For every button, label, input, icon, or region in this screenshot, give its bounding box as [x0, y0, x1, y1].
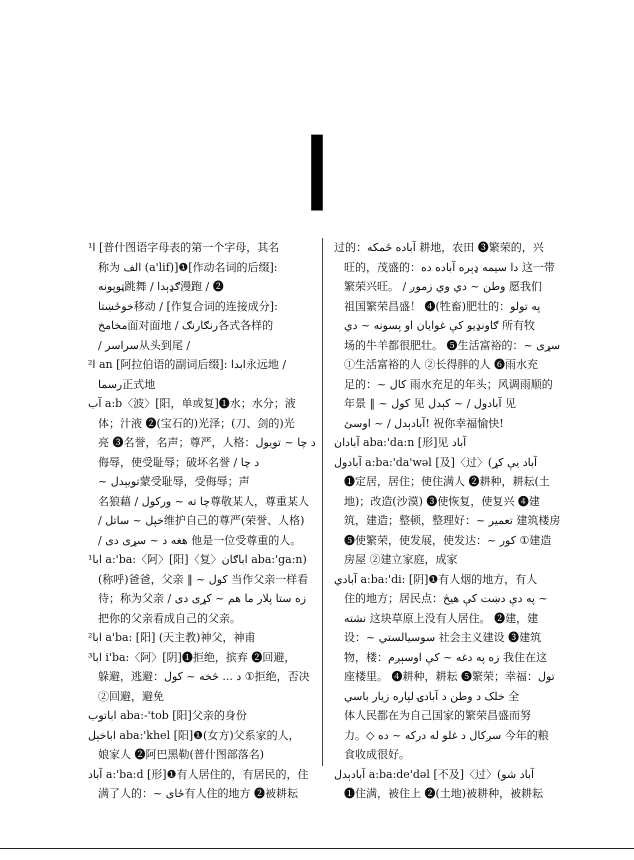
left-column: [88, 238, 316, 800]
dictionary-entry: [88, 765, 314, 804]
entry-line: 物，楼：زه په دغه ~ کې اوسېږم 我住在这: [344, 650, 547, 664]
dictionary-entry: [88, 355, 314, 394]
entry-line: / سراسر从头到尾 /: [98, 338, 191, 352]
entry-line: 食收成很好。: [344, 748, 410, 761]
dictionary-entry: [88, 238, 314, 355]
entry-line: ټوپونه跳舞 / ګډېدا漫跑 / ❷: [98, 280, 224, 293]
entry-line: ګاونډیو کې غوایان او پسونه ~ دي 所有牧: [344, 319, 535, 332]
dictionary-entry: [88, 550, 314, 628]
entry-line: آبادېدل / ~ اوسئ! 祝你幸福愉快!: [344, 416, 504, 430]
dictionary-entry: [88, 648, 314, 707]
entry-line: ابا³ i'ba:〈阿〉[阴]❶拒绝，摈弃 ❷回避，: [88, 650, 296, 664]
entry-line: آبادي a:ba:'di: [阴]❶有人烟的地方，有人: [334, 572, 538, 586]
entry-line: 娘家人 ❷阿巴黑勒(普什图部落名): [98, 748, 265, 761]
entry-line: 设：~ سوسيالستي 社会主义建设 ❸建筑: [344, 631, 542, 644]
entry-line: 繁荣兴旺。 / وطن ~ دي وي زموږ 愿我们: [344, 280, 542, 293]
entry-line: 筑，建造；整顿，整理好：~ تعمیر 建筑楼房: [344, 514, 561, 527]
entry-line: ②回避，避免: [98, 689, 164, 703]
dictionary-entry: [334, 570, 558, 765]
entry-line: / خپل ~ ساتل维护自己的尊严(荣誉、人格): [98, 514, 305, 527]
entry-line: ❶定居，居住；使住满人 ❷耕种，耕耘(土: [344, 475, 550, 488]
entry-line: 称为 الف (a'lif)]❶[作动名词的后缀]:: [98, 260, 278, 274]
entry-line: 地)；改造(沙漠) ❸使恢复，使复兴 ❹建: [344, 494, 540, 508]
entry-line: 过的：آباده ځمکه 耕地，农田 ❸繁荣的，兴: [334, 241, 544, 254]
entry-line: 把你的父亲看成自己的父亲。: [98, 611, 241, 625]
entry-line: ا² an [阿拉伯语的副词后缀]: ابدا永远地 /: [88, 358, 287, 371]
entry-line: 座楼里。 ❹耕种，耕耘 ❺繁荣；幸福：تول: [344, 670, 555, 683]
footer-rule: [0, 848, 634, 849]
entry-line: ❺使繁荣，使发展，使发达：~ کور ①建造: [344, 533, 552, 547]
dictionary-entry: [88, 394, 314, 550]
entry-line: خوځښتا移动 / [作复合词的连接成分]:: [98, 299, 278, 313]
entry-line: 年景 ‖ ~ کول 见 آبادول / ~ کېدل 见: [344, 397, 517, 410]
section-letter-heading: ا: [303, 119, 331, 232]
entry-line: / هغه د ~ سړی دی 他是一位受尊重的人。: [98, 533, 302, 547]
entry-line: آبادول a:ba:'da'wəl [及]〈过〉(آباد يې کړ: [334, 455, 538, 469]
entry-line: 躲避，逃避：د ... څخه ~ کول ①拒绝，否决: [98, 670, 310, 683]
dictionary-entry: [334, 433, 558, 453]
entry-line: 体人民都在为自己国家的繁荣昌盛而努: [344, 709, 531, 722]
dictionary-entry: [334, 238, 561, 433]
entry-line: آبادان aba:'da:n [形]见 آباد: [334, 436, 467, 449]
entry-line: ا¹ [普什图语字母表的第一个字母，其名: [88, 241, 280, 254]
entry-line: 祖国繁荣昌盛！ ❹(牲畜)肥壮的：په تولو: [344, 299, 541, 313]
entry-line: اباتوب aba:-'tob [阳]父亲的身份: [88, 709, 247, 722]
entry-line: 待；称为父亲 / زه ستا پلار ما هم ~ کړی دی: [98, 592, 307, 605]
entry-line: 侮辱，使受耻辱；破坏名誉 / د چا: [98, 455, 260, 469]
dictionary-entry: [88, 706, 314, 726]
entry-line: مخامخ面对面地 / رنګارنګ各式各样的: [98, 319, 274, 332]
entry-line: ابا¹ a:'ba:〈阿〉[阳]〈复〉اباګان aba:'ga:n): [88, 553, 307, 566]
entry-line: 亮 ❸名誉，名声；尊严，人格：د چا ~ تویول: [98, 436, 316, 449]
entry-line: 体；汁液 ❷(宝石的)光泽；(刀、剑的)光: [98, 416, 295, 430]
entry-line: (称呼)爸爸，父亲 ‖ ~ کول 当作父亲一样看: [98, 572, 309, 586]
entry-line: رسما正式地: [98, 377, 156, 391]
entry-line: آبادېدل a:ba:de'dəl [不及]〈过〉(آباد شو: [334, 767, 535, 781]
entry-line: ❶住满，被住上 ❷(土地)被耕种，被耕耘: [344, 787, 544, 800]
entry-line: ~ تويېدل蒙受耻辱，受侮辱；声: [98, 475, 250, 488]
entry-line: خلک د وطن د آبادۍ لپاره زیار باسي 全: [344, 689, 520, 703]
dictionary-entry: [88, 628, 314, 648]
dictionary-entry: [334, 765, 558, 804]
entry-line: 满了人的：~ ځای有人住的地方 ❷被耕耘: [98, 787, 298, 800]
entry-line: نشته 这块草原上没有人居住。 ❷建，建: [344, 611, 539, 625]
entry-line: اباخېل aba:'khel [阳]❶(女方)父系家的人，: [88, 728, 300, 742]
entry-line: آب a:b〈波〉[阳，单或复]❶水；水分；液: [88, 397, 296, 410]
right-column: [334, 238, 561, 800]
entry-line: 房屋 ②建立家庭，成家: [344, 553, 458, 566]
entry-line: 场的牛羊都很肥壮。 ❺生活富裕的：~ سړی: [344, 338, 561, 352]
entry-line: ابا² a'ba: [阳] (天主教)神父，神甫: [88, 631, 256, 644]
entry-line: آباد a:'ba:d [形]❶有人居住的，有居民的，住: [88, 767, 309, 781]
entry-line: 力。◇ سږکال د غلو له درکه ~ ده 今年的粮: [344, 728, 549, 742]
column-divider: [322, 238, 323, 766]
entry-line: 足的：~ کال 雨水充足的年头；风调雨顺的: [344, 377, 553, 391]
dictionary-entry: [88, 726, 314, 765]
entry-line: 住的地方；居民点：په دې دښت کې هيڅ ~: [344, 592, 548, 605]
entry-line: 名狼藉 / چا ته ~ ورکول尊敬某人，尊重某人: [98, 494, 310, 508]
dictionary-entry: [334, 453, 561, 570]
entry-line: ①生活富裕的人 ②长得胖的人 ❻雨水充: [344, 358, 538, 371]
entry-line: 旺的，茂盛的：دا سیمه ډېره آباده ده 这一带: [344, 260, 555, 274]
